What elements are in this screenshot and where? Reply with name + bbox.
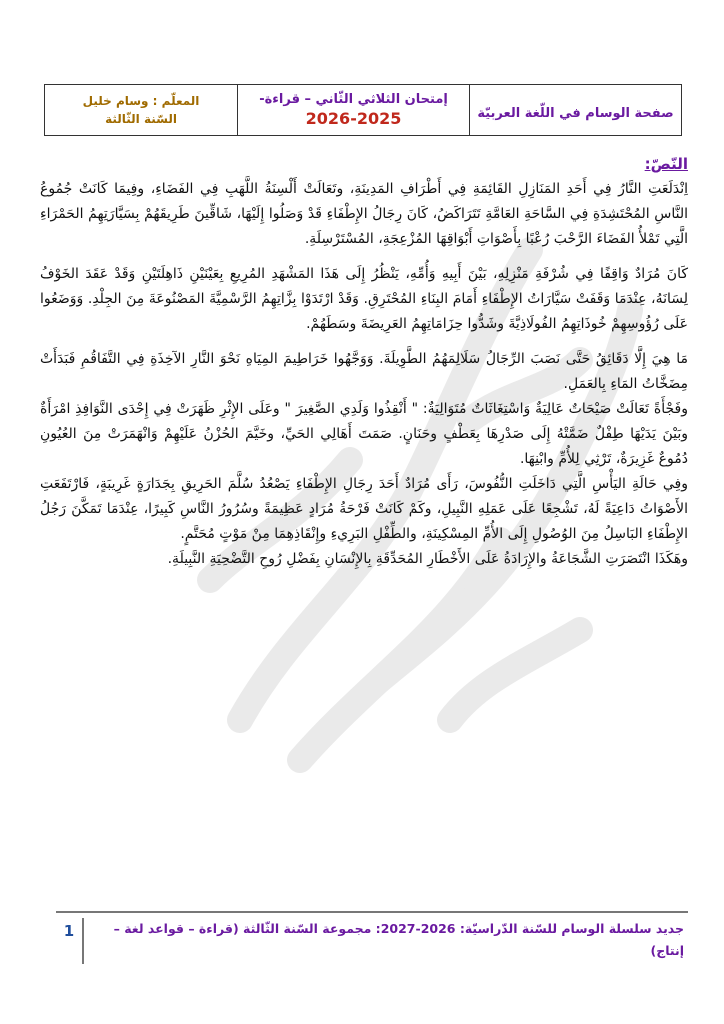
paragraph-3: مَا هِيَ إِلَّا دَقَائِقُ حَتَّى نَصَبَ الرِّجَالُ سَلَالِمَهُمُ الطَّوِيلَةَ. وَوَجَّهُوا خَرَاطِيمَ المِيَاهِ نَحْوَ النَّارِ الآخِذَةِ فِي التَّفَاقُمِ فَبَدَأَتْ مِضَخَّاتُ المَاءِ بِالعَمَلِ. [40, 351, 688, 392]
exam-title: إمتحان الثلاثي الثّاني – قراءة- [259, 92, 448, 107]
reading-text [40, 152, 688, 572]
paragraph-4: وفَجْأَةً تَعَالَتْ صَيْحَاتٌ عَالِيَةٌ وَاسْتِغَاثَاتٌ مُتَوَالِيَةٌ: " أَنْقِذُوا وَلَدِي الصَّغِيرَ " وعَلَى الإِثْرِ ظَهَرَتْ فِي إِحْدَى النَّوَافِذِ امْرَأَةٌ وبَيْنَ يَدَيْهَا طِفْلٌ ضَمَّتْهُ إِلَى صَدْرِهَا بِعَطْفٍ وحَنَانٍ. صَمَتَ أَهَالِي الحَيِّ، وخَيَّمَ الحُزْنُ عَلَيْهِمْ وَانْهَمَرَتْ مِنَ العُيُونِ دُمُوعٌ غَزِيرَةٌ، تَرْثِي لِلأُمِّ وابْنِهَا. [40, 401, 688, 467]
header-table [44, 84, 682, 136]
paragraph-2: كَانَ مُرَادٌ وَاقِفًا فِي شُرْفَةِ مَنْزِلِهِ، بَيْنَ أَبِيهِ وَأُمِّهِ، يَنْظُرُ إِلَى هَذَا المَشْهَدِ المُرِيعِ بِعَيْنَيْنِ ذَاهِلَتَيْنِ وَقَدْ عَقَدَ الخَوْفُ لِسَانَهُ، عِنْدَمَا وَقَفَتْ سَيَّارَاتُ الإِطْفَاءِ أَمَامَ البِنَاءِ المُحْتَرِقِ. وَقَدْ ارْتَدَوْا بِزَّاتِهِمُ الرَّسْمِيَّةَ المَصْنُوعَةَ مِنَ الجِلْدِ. وَوَضَعُوا عَلَى رُؤُوسِهِمْ خُوذَاتِهِمُ الفُولَاذِيَّةَ وشَدُّوا حِزَامَاتِهِمُ العَرِيضَةَ وسَطَهُمْ. [40, 266, 688, 332]
paragraph-6: وهَكَذَا انْتَصَرَتِ الشَّجَاعَةُ والإِرَادَةُ عَلَى الأَخْطَارِ المُحَدِّقَةِ بِالإِنْسَانِ بِفَضْلِ رُوحِ التَّضْحِيَةِ النَّبِيلَةِ. [167, 551, 688, 567]
teacher-name: المعلّم : وسام خليل [82, 94, 200, 108]
paragraph-1: اِنْدَلَعَتِ النَّارُ فِي أَحَدِ المَنَازِلِ القَائِمَةِ فِي أَطْرَافِ المَدِينَةِ، وتَعَالَتْ أَلْسِنَةُ اللَّهَبِ فِي الفَضَاءِ، وفِيمَا كَانَتْ جُمُوعُ النَّاسِ المُحْتَشِدَةِ فِي السَّاحَةِ العَامَّةِ تَتَرَاكَضُ، كَانَ رِجَالُ الإِطْفَاءِ قَدْ وَصَلُوا إِلَيْهَا، شَاقِّينَ طَرِيقَهُمْ بِسَيَّارَتِهِمُ الحَمْرَاءِ الَّتِي تَمْلأُ الفَضَاءَ الرَّحْبَ رُعْبًا بِأَصْوَاتِ أَبْوَاقِهَا المُزْعِجَةِ، المُسْتَرْسِلَةِ. [40, 181, 688, 247]
grade-label: السّنة الثّالثة [105, 112, 177, 126]
exam-year: 2026-2025 [305, 109, 402, 128]
text-title: النّصّ: [644, 155, 688, 173]
header-teacher-cell [45, 85, 237, 135]
header-exam-cell [237, 85, 469, 135]
site-title: صفحة الوسام في اللّغة العربيّة [477, 105, 674, 121]
footer [56, 918, 688, 964]
footer-divider [56, 911, 688, 913]
header-site-cell [469, 85, 681, 135]
page-number: 1 [56, 918, 84, 964]
footer-series-text: جديد سلسلة الوسام للسّنة الدّراسيّة: 2026-2027: مجموعة السّنة الثّالثة (قراءة – قواعد لغة – إنتاج) [113, 921, 684, 958]
paragraph-5: وفِي حَالَةِ اليَأْسِ الَّتِي دَاخَلَتِ النُّفُوسَ، رَأَى مُرَادٌ أَحَدَ رِجَالِ الإِطْفَاءِ يَصْعُدُ سُلَّمَ الحَرِيقِ بِجَدَارَةٍ غَرِيبَةٍ، فَارْتَفَعَتِ الأَصْوَاتُ دَاعِيَةً لَهُ، تَشْجِعًا عَلَى عَمَلِهِ النَّبِيلِ، وكَمْ كَانَتْ فَرْحَةُ مُرَادٍ عَظِيمَةً وسُرُورُ النَّاسِ كَبِيرًا، عِنْدَمَا تَمَكَّنَ رَجُلُ الإِطْفَاءِ البَاسِلُ مِنَ الوُصُولِ إِلَى الأُمِّ المِسْكِينَةِ، والطِّفْلِ البَرِيءِ وإِنْقَاذِهِمَا مِنْ مَوْتٍ مُحَتَّمٍ. [40, 476, 688, 542]
